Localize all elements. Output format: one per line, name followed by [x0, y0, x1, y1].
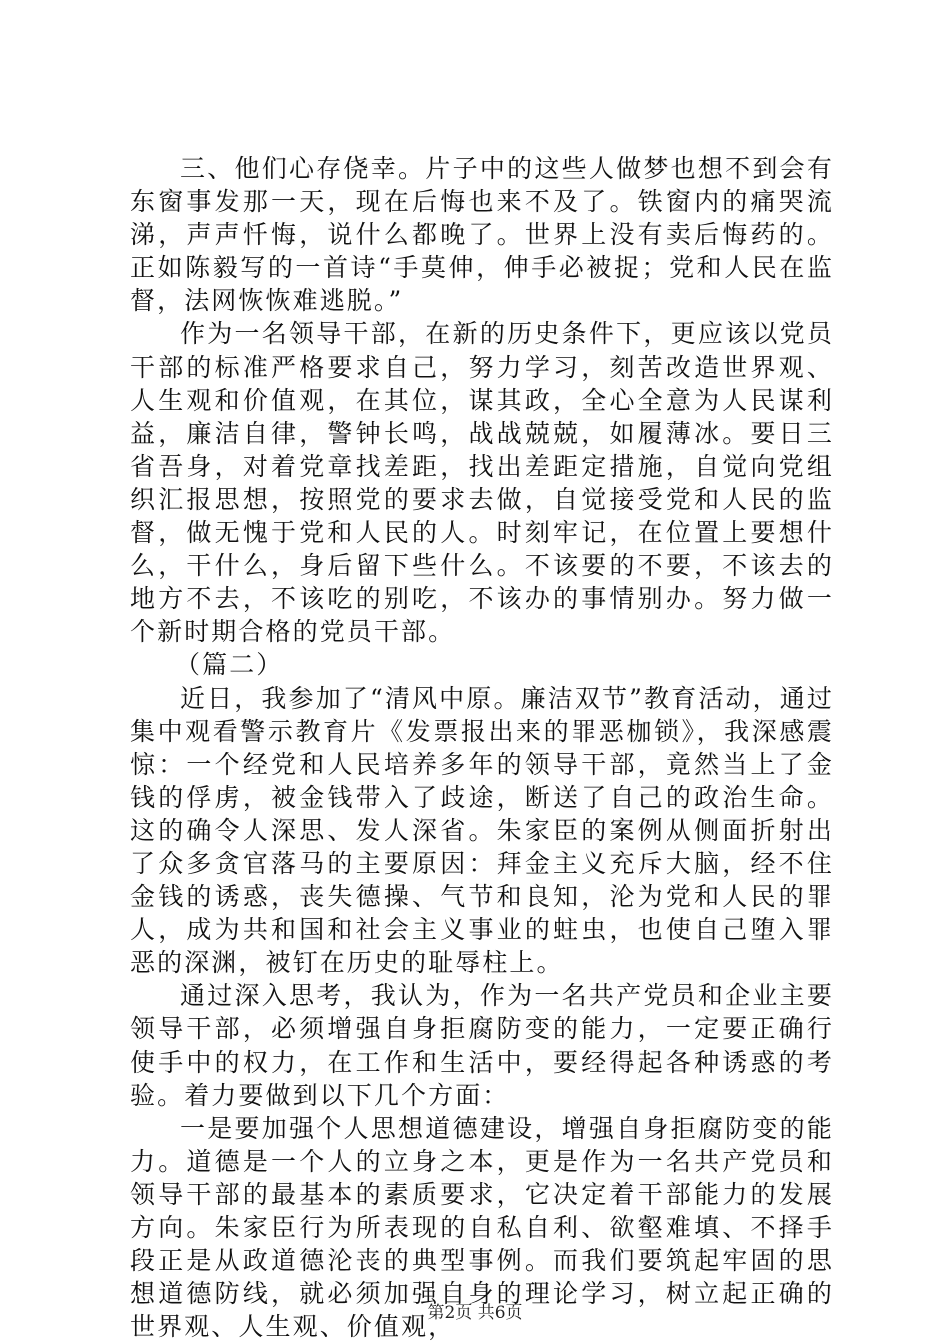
- paragraph-2: 作为一名领导干部，在新的历史条件下，更应该以党员干部的标准严格要求自己，努力学习，刻苦改造世界观、人生观和价值观，在其位，谋其政，全心全意为人民谋利益，廉洁自律，警钟长鸣，战战兢兢，如履薄冰。要日三省吾身，对着党章找差距，找出差距定措施，自觉向党组织汇报思想，按照党的要求去做，自觉接受党和人民的监督，做无愧于党和人民的人。时刻牢记，在位置上要想什么，干什么，身后留下些什么。不该要的不要，不该去的地方不去，不该吃的别吃，不该办的事情别办。努力做一个新时期合格的党员干部。: [130, 319, 834, 647]
- section-heading: （篇二）: [175, 650, 284, 680]
- paragraph-3: 近日，我参加了“清风中原。廉洁双节”教育活动，通过集中观看警示教育片《发票报出来的罪恶枷锁》，我深感震惊：一个经党和人民培养多年的领导干部，竟然当上了金钱的俘虏，被金钱带入了歧途，断送了自己的政治生命。这的确令人深思、发人深省。朱家臣的案例从侧面折射出了众多贪官落马的主要原因：拜金主义充斥大脑，经不住金钱的诱惑，丧失德操、气节和良知，沦为党和人民的罪人，成为共和国和社会主义事业的蛀虫，也使自己堕入罪恶的深渊，被钉在历史的耻辱柱上。: [130, 683, 834, 978]
- page-footer: 第2页 共6页: [427, 1303, 523, 1323]
- document-body: [130, 152, 834, 1343]
- paragraph-1: 三、他们心存侥幸。片子中的这些人做梦也想不到会有东窗事发那一天，现在后悔也来不及了。铁窗内的痛哭流涕，声声忏悔，说什么都晚了。世界上没有卖后悔药的。正如陈毅写的一首诗“手莫伸，伸手必被捉；党和人民在监督，法网恢恢难逃脱。”: [130, 154, 834, 316]
- paragraph-4: 通过深入思考，我认为，作为一名共产党员和企业主要领导干部，必须增强自身拒腐防变的能力，一定要正确行使手中的权力，在工作和生活中，要经得起各种诱惑的考验。着力要做到以下几个方面：: [130, 981, 834, 1110]
- paragraph-5: 一是要加强个人思想道德建设，增强自身拒腐防变的能力。道德是一个人的立身之本，更是作为一名共产党员和领导干部的最基本的素质要求，它决定着干部能力的发展方向。朱家臣行为所表现的自私自利、欲壑难填、不择手段正是从政道德沦丧的典型事例。而我们要筑起牢固的思想道德防线，就必须加强自身的理论学习，树立起正确的世界观、人生观、价值观，: [130, 1113, 834, 1342]
